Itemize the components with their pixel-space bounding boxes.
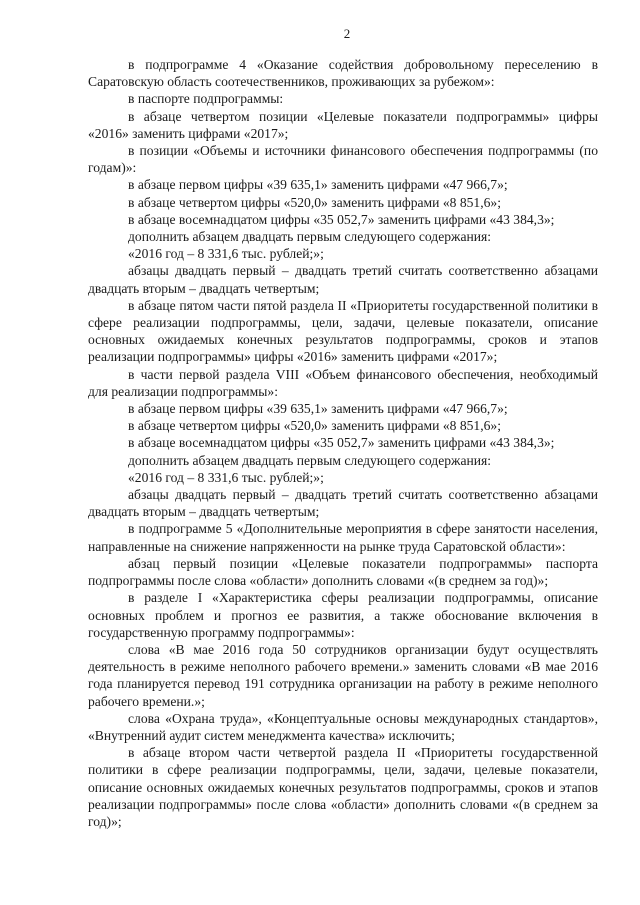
paragraph: абзацы двадцать первый – двадцать третий считать соответственно абзацами двадцать вторым – двадцать четвертым; — [88, 263, 598, 296]
paragraph: в подпрограмме 4 «Оказание содействия добровольному переселению в Саратовскую область соотечественников, проживающих за рубежом»: — [88, 57, 598, 90]
paragraph: в позиции «Объемы и источники финансового обеспечения подпрограммы (по годам)»: — [88, 143, 598, 176]
paragraph: в абзаце четвертом позиции «Целевые показатели подпрограммы» цифры «2016» заменить цифрами «2017»; — [88, 108, 598, 141]
paragraph: в абзаце четвертом цифры «520,0» заменить цифрами «8 851,6»; — [128, 194, 501, 210]
paragraph: в абзаце восемнадцатом цифры «35 052,7» заменить цифрами «43 384,3»; — [128, 435, 555, 451]
paragraph: «2016 год – 8 331,6 тыс. рублей;»; — [128, 469, 324, 485]
paragraph: в абзаце первом цифры «39 635,1» заменить цифрами «47 966,7»; — [128, 177, 508, 193]
paragraph: слова «Охрана труда», «Концептуальные основы международных стандартов», «Внутренний аудит систем менеджмента качества» исключить; — [88, 710, 598, 743]
paragraph: дополнить абзацем двадцать первым следующего содержания: — [128, 229, 492, 245]
paragraph: дополнить абзацем двадцать первым следующего содержания: — [128, 452, 492, 468]
paragraph: в абзаце втором части четвертой раздела II «Приоритеты государственной политики в сфере реализации подпрограммы, цели, задачи, целевые показатели, описание основных ожидаемых конечных результатов подпрограммы, сроков и этапов реализации подпрограммы» после слова «области» дополнить словами «(в среднем за год)»; — [88, 745, 598, 829]
paragraph: абзацы двадцать первый – двадцать третий считать соответственно абзацами двадцать вторым – двадцать четвертым; — [88, 487, 598, 520]
paragraph: абзац первый позиции «Целевые показатели подпрограммы» паспорта подпрограммы после слова «области» дополнить словами «(в среднем за год)»; — [88, 555, 598, 589]
paragraph: в абзаце четвертом цифры «520,0» заменить цифрами «8 851,6»; — [128, 418, 501, 434]
document-body — [88, 56, 598, 830]
page-number: 2 — [343, 26, 351, 41]
paragraph: «2016 год – 8 331,6 тыс. рублей;»; — [128, 246, 324, 262]
paragraph: в абзаце первом цифры «39 635,1» заменить цифрами «47 966,7»; — [128, 401, 508, 417]
paragraph: в абзаце восемнадцатом цифры «35 052,7» заменить цифрами «43 384,3»; — [128, 211, 555, 227]
paragraph: в подпрограмме 5 «Дополнительные мероприятия в сфере занятости населения, направленные на снижение напряженности на рынке труда Саратовской области»: — [88, 521, 598, 554]
paragraph: в паспорте подпрограммы: — [128, 91, 284, 107]
paragraph: в разделе I «Характеристика сферы реализации подпрограммы, описание основных проблем и прогноз ее развития, а также обоснование включения в государственную программу подпрограммы»: — [88, 590, 598, 640]
paragraph: в части первой раздела VIII «Объем финансового обеспечения, необходимый для реализации подпрограммы»: — [88, 366, 598, 399]
paragraph: в абзаце пятом части пятой раздела II «Приоритеты государственной политики в сфере реализации подпрограммы, цели, задачи, целевые показатели, описание основных ожидаемых конечных результатов подпрограммы, сроков и этапов реализации подпрограммы» цифры «2016» заменить цифрами «2017»; — [88, 297, 598, 365]
paragraph: слова «В мае 2016 года 50 сотрудников организации будут осуществлять деятельность в режиме неполного рабочего времени.» заменить словами «В мае 2016 года планируется перевод 191 сотрудника организации на работу в режиме неполного рабочего времени.»; — [88, 641, 598, 709]
